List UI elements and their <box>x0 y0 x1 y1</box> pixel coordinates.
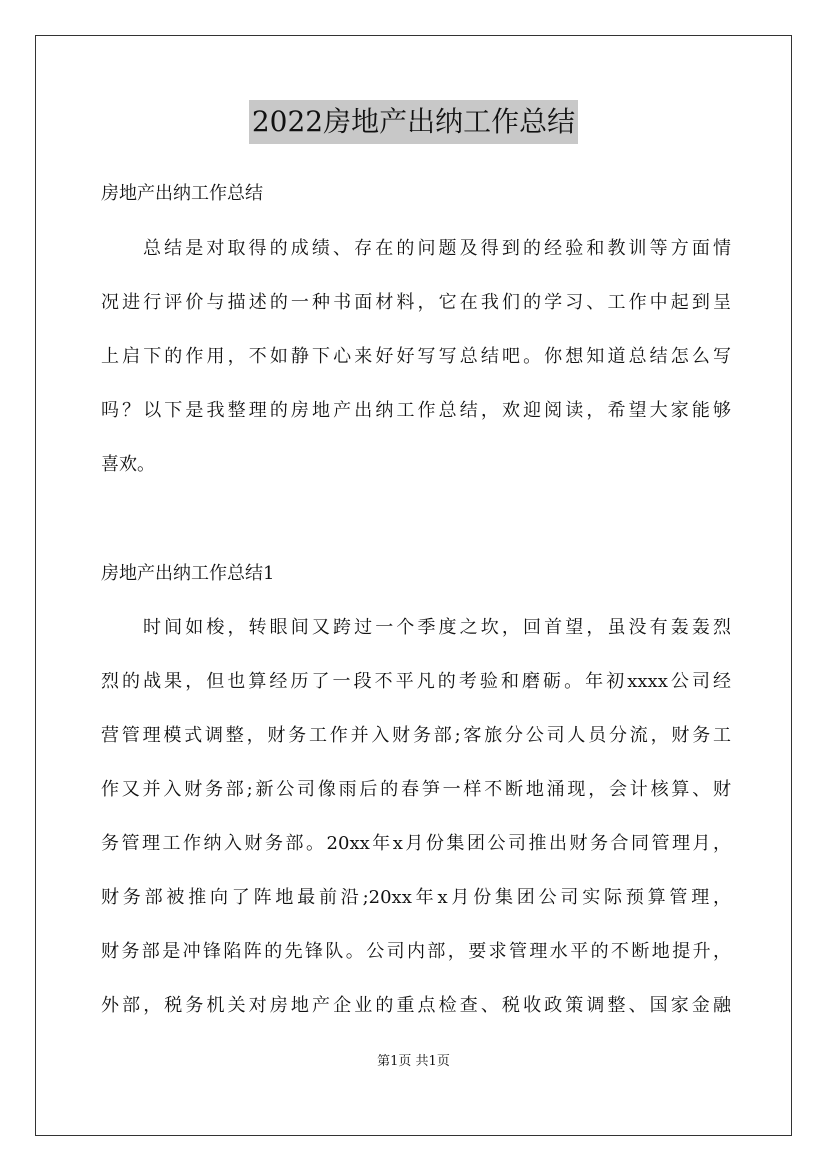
intro-line: 上启下的作用，不如静下心来好好写写总结吧。你想知道总结怎么写 <box>101 346 731 367</box>
document-subheading: 房地产出纳工作总结 <box>101 183 263 204</box>
section-line: 营管理模式调整，财务工作并入财务部;客旅分公司人员分流，财务工 <box>101 725 731 746</box>
section-line: 时间如梭，转眼间又跨过一个季度之坎，回首望，虽没有轰轰烈 <box>143 617 731 638</box>
intro-line: 总结是对取得的成绩、存在的问题及得到的经验和教训等方面情 <box>143 238 731 259</box>
title-container <box>0 100 827 144</box>
section-line: 务管理工作纳入财务部。20xx年x月份集团公司推出财务合同管理月， <box>101 833 731 854</box>
section-line: 外部，税务机关对房地产企业的重点检查、税收政策调整、国家金融 <box>101 995 731 1016</box>
section-line: 财务部被推向了阵地最前沿;20xx年x月份集团公司实际预算管理， <box>101 887 731 908</box>
section-line: 财务部是冲锋陷阵的先锋队。公司内部，要求管理水平的不断地提升， <box>101 941 731 962</box>
section-heading: 房地产出纳工作总结1 <box>101 563 275 584</box>
document-title: 2022房地产出纳工作总结 <box>249 100 578 144</box>
intro-line: 吗？以下是我整理的房地产出纳工作总结，欢迎阅读，希望大家能够 <box>101 400 731 421</box>
section-line: 烈的战果，但也算经历了一段不平凡的考验和磨砺。年初xxxx公司经 <box>101 671 731 692</box>
page-number-footer: 第1页 共1页 <box>377 1054 450 1069</box>
intro-line: 况进行评价与描述的一种书面材料，它在我们的学习、工作中起到呈 <box>101 292 731 313</box>
section-line: 作又并入财务部;新公司像雨后的春笋一样不断地涌现，会计核算、财 <box>101 779 731 800</box>
intro-line: 喜欢。 <box>101 454 155 475</box>
